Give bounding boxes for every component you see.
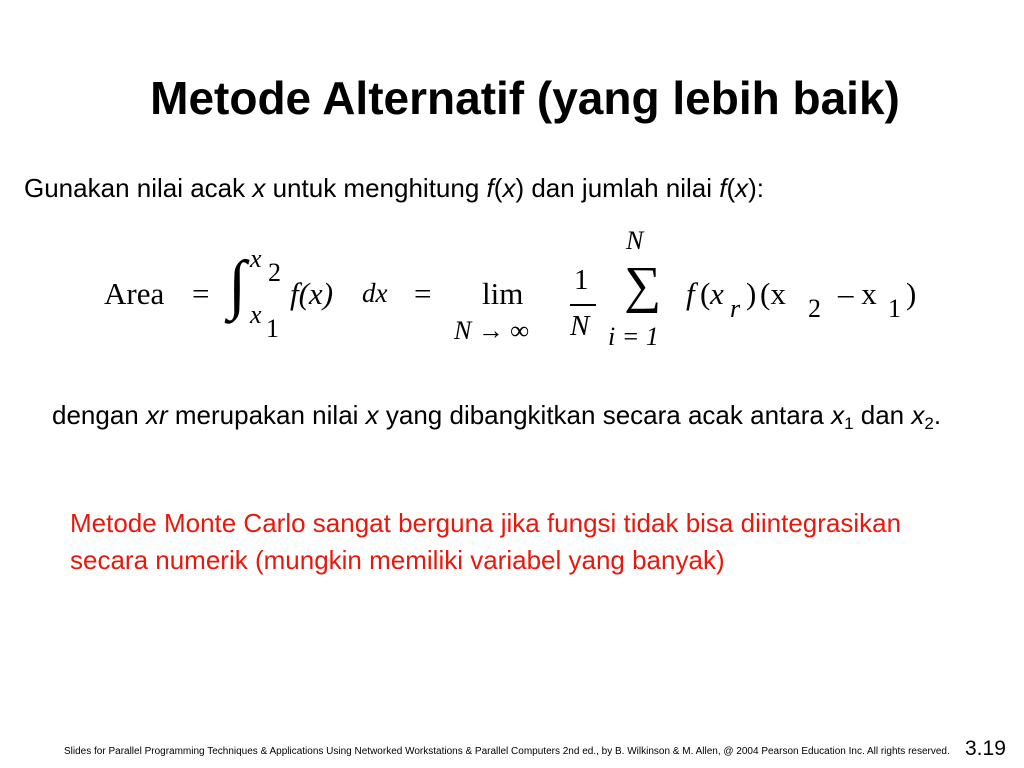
intro-paren-close-colon: ):	[748, 173, 765, 203]
intro-var-x: x	[252, 173, 266, 203]
desc-var-x: x	[365, 400, 379, 430]
fraction-bar	[570, 304, 596, 306]
sum-upper-limit: N	[626, 226, 644, 255]
desc-text-2: merupakan nilai	[167, 400, 366, 430]
desc-text-5: .	[933, 400, 942, 430]
term-paren-close: )	[746, 276, 757, 311]
intro-paren-open-2: (	[726, 173, 736, 203]
desc-text-4: dan	[853, 400, 912, 430]
description-text	[52, 394, 972, 436]
term-paren-open: (	[700, 276, 711, 311]
dx-term: dx	[362, 278, 388, 308]
area-formula	[96, 222, 956, 370]
limit-subscript: N → ∞	[454, 316, 529, 345]
fraction-numerator: 1	[574, 264, 589, 296]
integrand: f(x)	[290, 276, 334, 311]
slide-title: Metode Alternatif (yang lebih baik)	[150, 72, 900, 124]
intro-var-f-2: f	[719, 173, 727, 203]
limit-operator: lim	[482, 276, 524, 311]
difference-sub-1: 1	[888, 294, 901, 323]
formula-equals-1: =	[192, 276, 210, 311]
intro-var-x-arg-2: x	[735, 173, 749, 203]
desc-var-x1: x	[831, 400, 845, 430]
term-sub-r: r	[730, 294, 741, 323]
intro-text-2: untuk menghitung	[265, 173, 487, 203]
desc-var-x2: x	[911, 400, 925, 430]
intro-paren-close: )	[515, 173, 525, 203]
difference-open: (x	[760, 276, 786, 311]
integral-lower-x: x	[250, 300, 262, 329]
desc-sub-2: 2	[924, 414, 934, 433]
desc-text-1: dengan	[52, 400, 146, 430]
footer-credit: Slides for Parallel Programming Techniques & Applications Using Networked Workstations & Parallel Computers 2nd ed., by B. Wilkinson & M. Allen, @ 2004 Pearson Education Inc. All rights reserved.	[64, 746, 950, 757]
page-number: 3.19	[965, 737, 1006, 760]
difference-close: )	[906, 276, 917, 311]
intro-text-1: Gunakan nilai acak	[24, 173, 253, 203]
formula-area-label: Area	[104, 276, 165, 311]
integral-upper-sub: 2	[268, 258, 281, 287]
intro-var-f: f	[486, 173, 494, 203]
integral-lower-sub: 1	[266, 314, 279, 343]
integral-upper-x: x	[250, 244, 262, 273]
sigma-icon: ∑	[624, 257, 662, 314]
integral-sign: ∫	[228, 248, 247, 321]
desc-text-3: yang dibangkitkan secara acak antara	[378, 400, 832, 430]
fraction-denominator: N	[570, 310, 590, 342]
formula-equals-2: =	[414, 276, 432, 311]
intro-paren-open: (	[493, 173, 503, 203]
term-x: x	[710, 276, 724, 311]
sum-lower-limit: i = 1	[608, 322, 659, 351]
intro-var-x-arg: x	[502, 173, 516, 203]
desc-sub-1: 1	[844, 414, 854, 433]
difference-minus: – x	[838, 276, 877, 311]
term-f: f	[686, 276, 695, 311]
difference-sub-2: 2	[808, 294, 821, 323]
intro-text	[24, 170, 764, 206]
intro-text-3: dan jumlah nilai	[524, 173, 720, 203]
monte-carlo-note: Metode Monte Carlo sangat berguna jika fungsi tidak bisa diintegrasikan secara numerik (mungkin memiliki variabel yang banyak)	[70, 508, 902, 575]
desc-var-xr: xr	[145, 400, 168, 430]
